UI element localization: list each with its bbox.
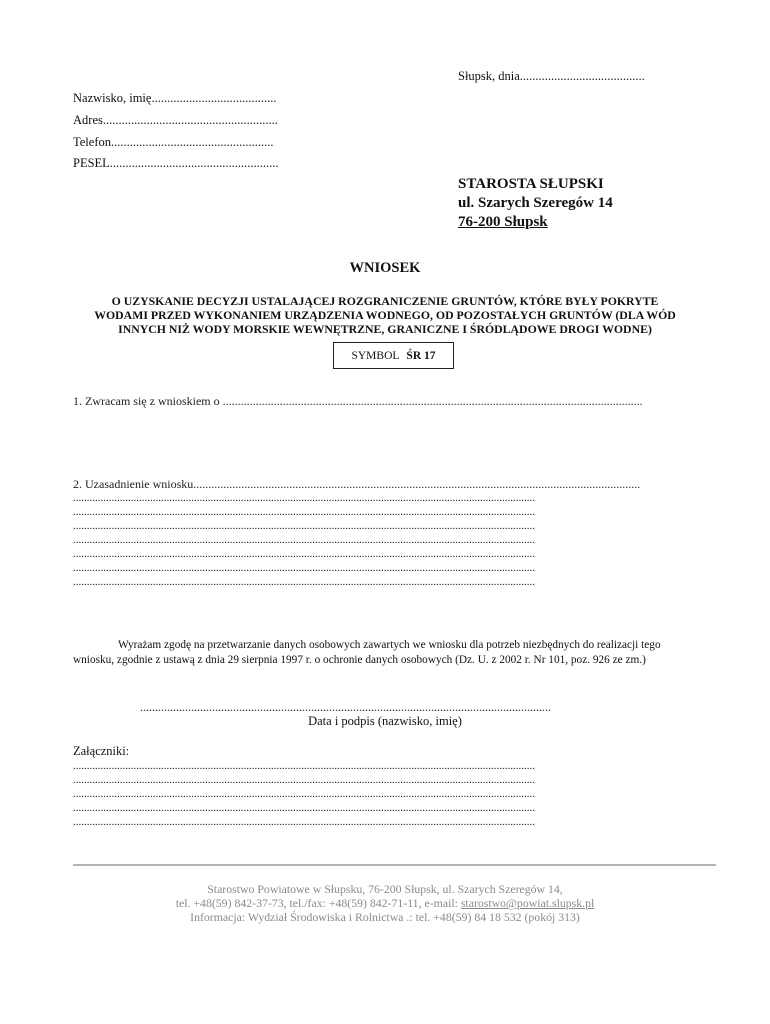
justification-line[interactable]: ........................................................................................................................................................................ xyxy=(73,576,535,588)
attachment-line[interactable]: ........................................................................................................................................................................ xyxy=(73,774,535,786)
name-field[interactable]: Nazwisko, imię........................................ xyxy=(73,91,277,105)
footer-line-2 xyxy=(0,896,770,910)
justification-field[interactable]: 2. Uzasadnienie wniosku..................................................................................................................................................... xyxy=(73,477,641,491)
justification-line[interactable]: ........................................................................................................................................................................ xyxy=(73,520,535,532)
address-field[interactable]: Adres........................................................ xyxy=(73,113,278,127)
justification-line[interactable]: ........................................................................................................................................................................ xyxy=(73,492,535,504)
attachment-line[interactable]: ........................................................................................................................................................................ xyxy=(73,788,535,800)
recipient-city: 76-200 Słupsk xyxy=(458,214,548,230)
symbol-box xyxy=(333,342,454,369)
attachment-line[interactable]: ........................................................................................................................................................................ xyxy=(73,816,535,828)
form-subject-line-3: INNYCH NIŻ WODY MORSKIE WEWNĘTRZNE, GRANICZNE I ŚRÓDLĄDOWE DROGI WODNE) xyxy=(118,322,652,336)
form-title: WNIOSEK xyxy=(349,260,421,276)
symbol-value: ŚR 17 xyxy=(406,349,436,362)
consent-line-2: wniosku, zgodnie z ustawą z dnia 29 sierpnia 1997 r. o ochronie danych osobowych (Dz. U. z 2002 r. Nr 101, poz. 926 ze zm.) xyxy=(73,654,646,666)
attachments-label: Załączniki: xyxy=(73,744,130,758)
symbol-label: SYMBOL xyxy=(351,349,400,362)
signature-field[interactable]: ......................................................................................................................................... xyxy=(140,700,551,714)
recipient-name: STAROSTA SŁUPSKI xyxy=(458,176,604,192)
justification-line[interactable]: ........................................................................................................................................................................ xyxy=(73,534,535,546)
justification-line[interactable]: ........................................................................................................................................................................ xyxy=(73,506,535,518)
justification-line[interactable]: ........................................................................................................................................................................ xyxy=(73,562,535,574)
signature-caption: Data i podpis (nazwisko, imię) xyxy=(308,714,462,728)
footer-contact: tel. +48(59) 842-37-73, tel./fax: +48(59) 842-71-11, e-mail: xyxy=(175,896,461,910)
request-field[interactable]: 1. Zwracam się z wnioskiem o ............................................................................................................................................ xyxy=(73,394,643,408)
attachment-line[interactable]: ........................................................................................................................................................................ xyxy=(73,802,535,814)
pesel-field[interactable]: PESEL...................................................... xyxy=(73,156,279,170)
place-date-field[interactable]: Słupsk, dnia........................................ xyxy=(458,69,645,83)
attachment-line[interactable]: ........................................................................................................................................................................ xyxy=(73,760,535,772)
footer-divider xyxy=(73,864,716,866)
footer-line-1: Starostwo Powiatowe w Słupsku, 76-200 Słupsk, ul. Szarych Szeregów 14, xyxy=(207,882,563,896)
phone-field[interactable]: Telefon.................................................... xyxy=(73,135,274,149)
footer-email-link[interactable]: starostwo@powiat.slupsk.pl xyxy=(460,896,595,910)
form-subject-line-2: WODAMI PRZED WYKONANIEM URZĄDZENIA WODNEGO, OD POZOSTAŁYCH GRUNTÓW (DLA WÓD xyxy=(94,308,676,322)
recipient-street: ul. Szarych Szeregów 14 xyxy=(458,195,613,211)
form-subject-line-1: O UZYSKANIE DECYZJI USTALAJĄCEJ ROZGRANICZENIE GRUNTÓW, KTÓRE BYŁY POKRYTE xyxy=(111,294,659,308)
justification-line[interactable]: ........................................................................................................................................................................ xyxy=(73,548,535,560)
consent-line-1: Wyrażam zgodę na przetwarzanie danych osobowych zawartych we wniosku dla potrzeb niezbędnych do realizacji tego xyxy=(118,639,661,651)
footer-line-3: Informacja: Wydział Środowiska i Rolnictwa .: tel. +48(59) 84 18 532 (pokój 313) xyxy=(190,910,580,924)
